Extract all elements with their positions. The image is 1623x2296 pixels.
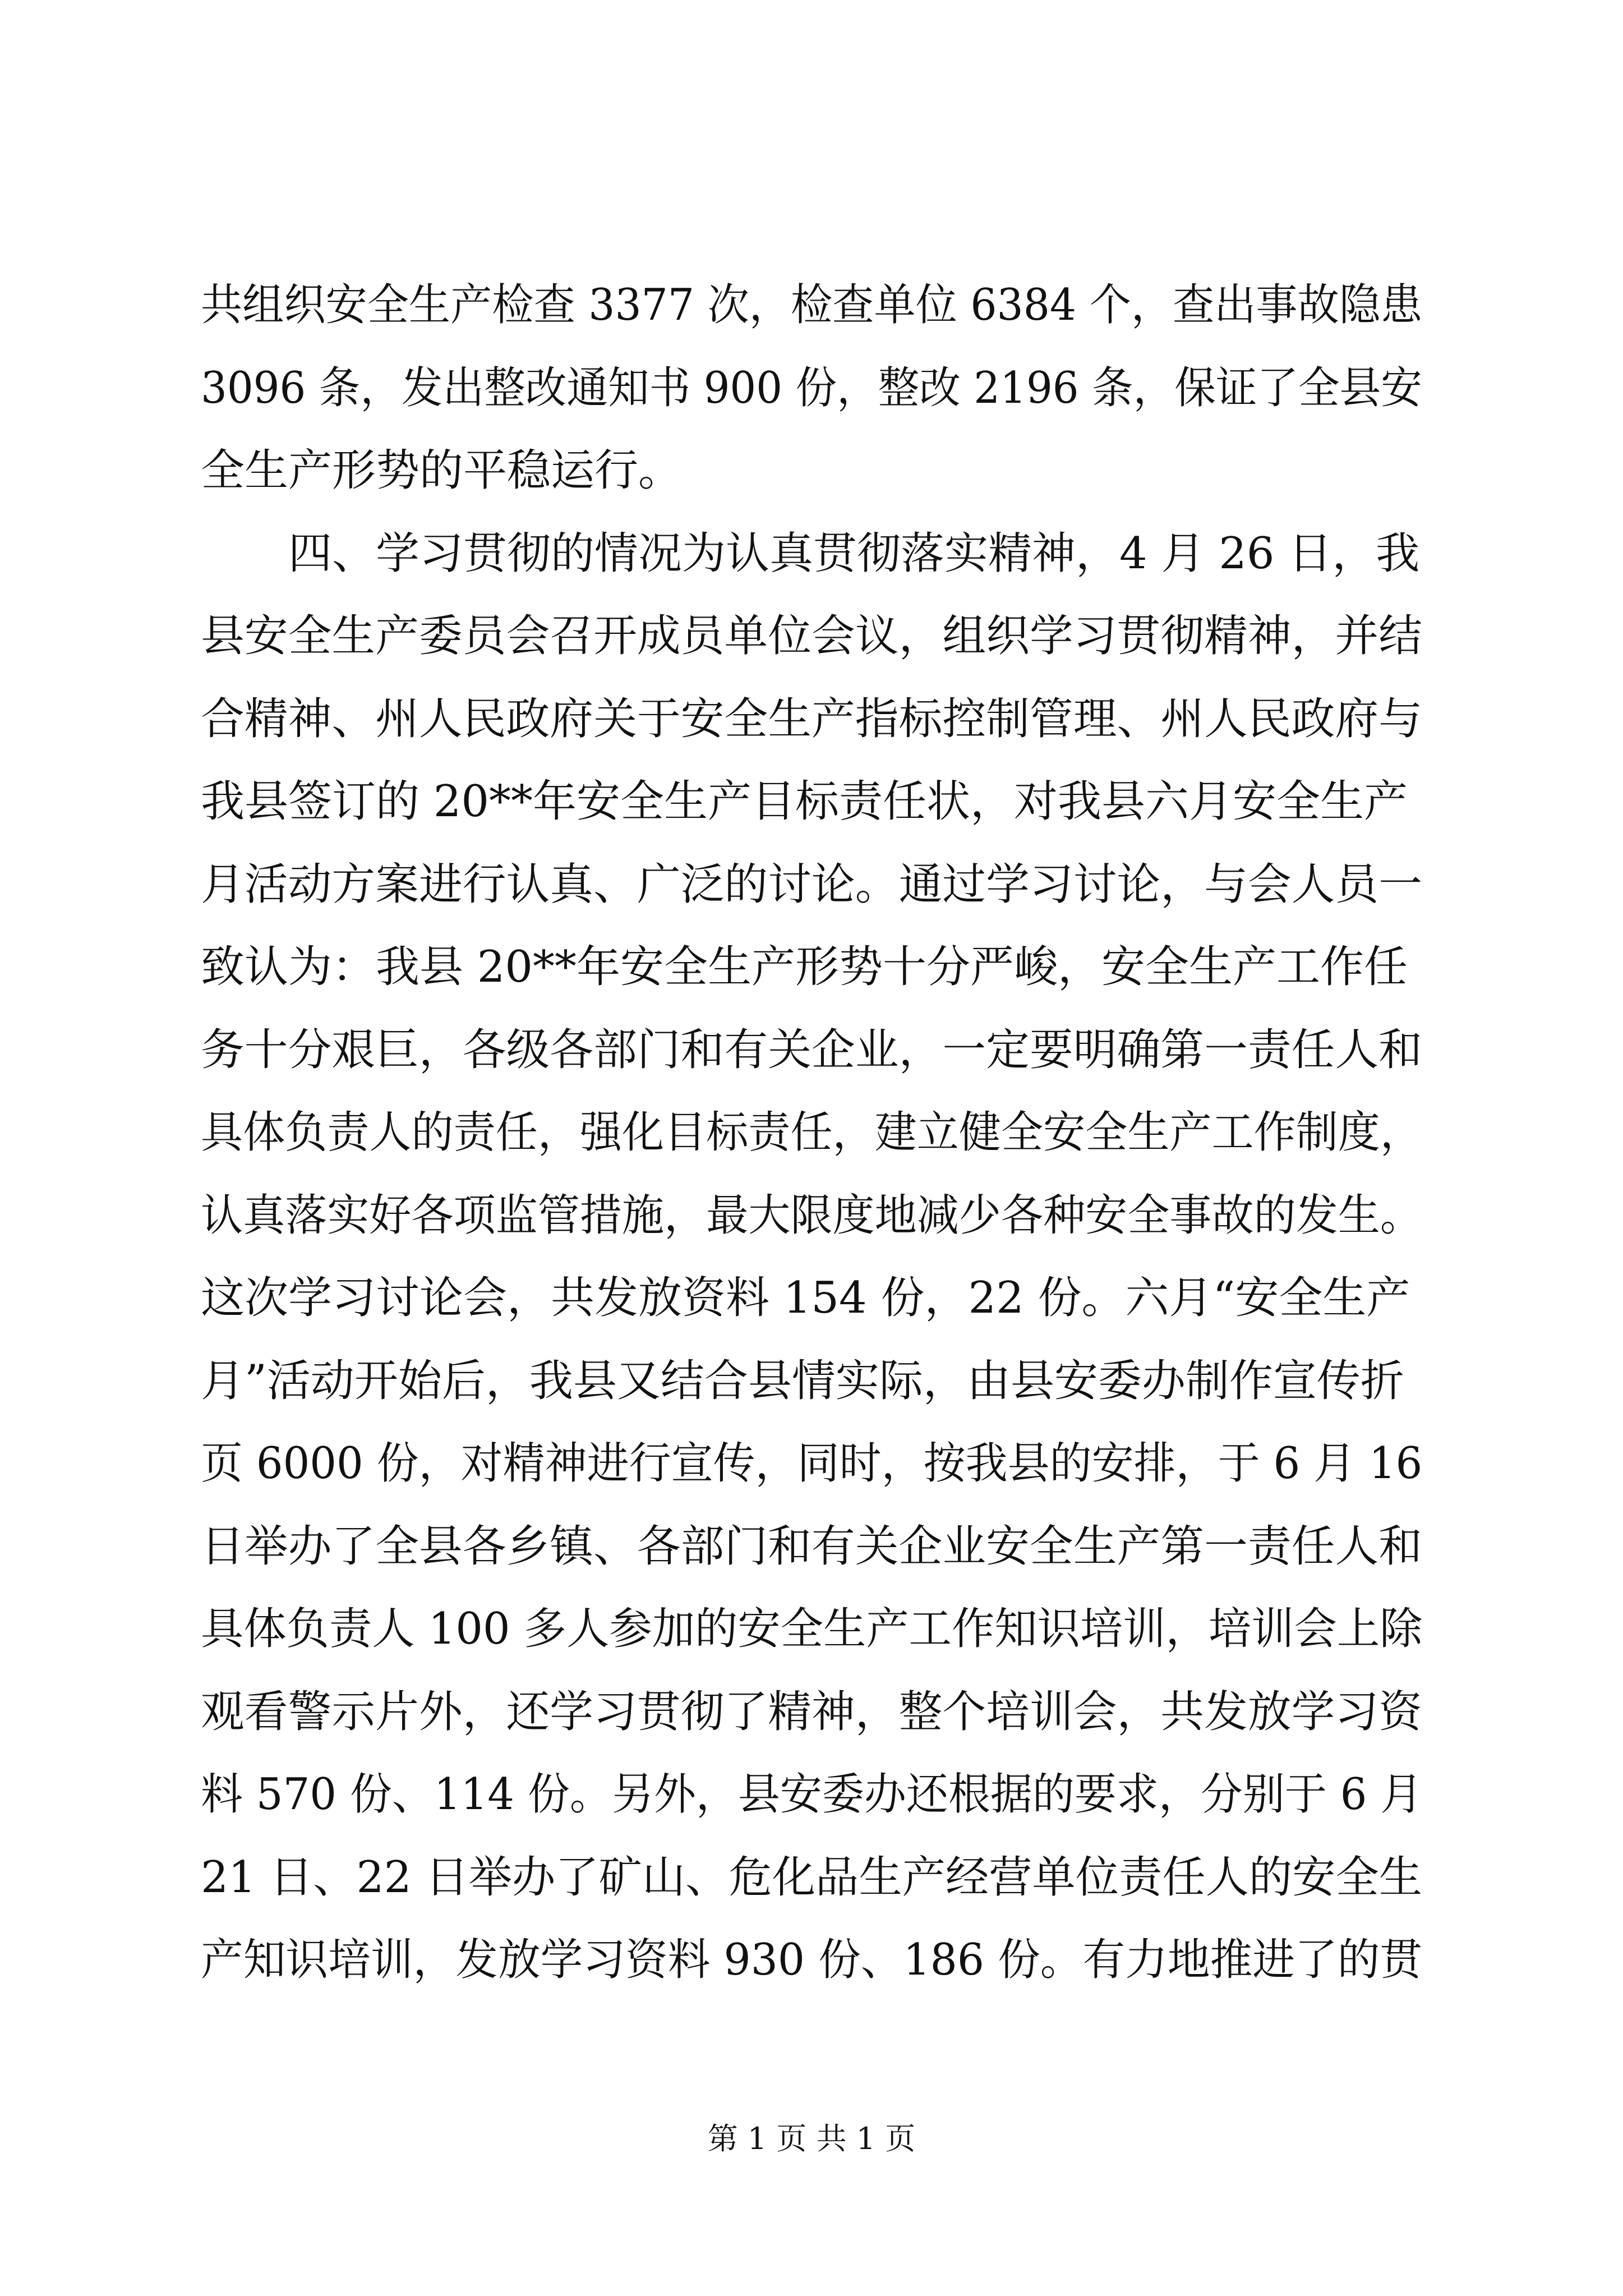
text-line: 料 570 份、114 份。另外，县安委办还根据的要求，分别于 6 月 [201,1769,1423,1820]
text-line: 这次学习讨论会，共发放资料 154 份，22 份。六月“安全生产 [201,1273,1410,1323]
text-line: 产知识培训，发放学习资料 930 份、186 份。有力地推进了的贯 [201,1935,1423,1985]
page-footer: 第 1 页 共 1 页 [707,2121,916,2156]
text-line: 县安全生产委员会召开成员单位会议，组织学习贯彻精神，并结 [201,611,1423,661]
text-line: 月活动方案进行认真、广泛的讨论。通过学习讨论，与会人员一 [201,859,1423,910]
text-line: 具体负责人 100 多人参加的安全生产工作知识培训，培训会上除 [201,1604,1423,1654]
text-line: 具体负责人的责任，强化目标责任，建立健全安全生产工作制度， [201,1107,1423,1158]
text-line: 页 6000 份，对精神进行宣传，同时，按我县的安排，于 6 月 16 [201,1438,1423,1489]
text-line: 月”活动开始后，我县又结合县情实际，由县安委办制作宣传折 [201,1355,1404,1406]
paragraph-first-line: 四、学习贯彻的情况为认真贯彻落实精神，4 月 26 日，我 [288,528,1420,579]
text-line: 全生产形势的平稳运行。 [201,445,683,496]
text-line: 21 日、22 日举办了矿山、危化品生产经营单位责任人的安全生 [201,1852,1423,1903]
text-line: 3096 条，发出整改通知书 900 份，整改 2196 条，保证了全县安 [201,362,1422,413]
text-line: 合精神、州人民政府关于安全生产指标控制管理、州人民政府与 [201,693,1423,744]
text-line: 日举办了全县各乡镇、各部门和有关企业安全生产第一责任人和 [201,1521,1423,1572]
text-line: 共组织安全生产检查 3377 次，检查单位 6384 个，查出事故隐患 [201,280,1423,330]
text-line: 认真落实好各项监管措施，最大限度地减少各种安全事故的发生。 [201,1190,1423,1241]
text-line: 务十分艰巨，各级各部门和有关企业，一定要明确第一责任人和 [201,1024,1423,1075]
text-line: 致认为：我县 20**年安全生产形势十分严峻，安全生产工作任 [201,942,1408,992]
text-line: 观看警示片外，还学习贯彻了精神，整个培训会，共发放学习资 [201,1686,1423,1737]
text-line: 我县签订的 20**年安全生产目标责任状，对我县六月安全生产 [201,776,1408,827]
